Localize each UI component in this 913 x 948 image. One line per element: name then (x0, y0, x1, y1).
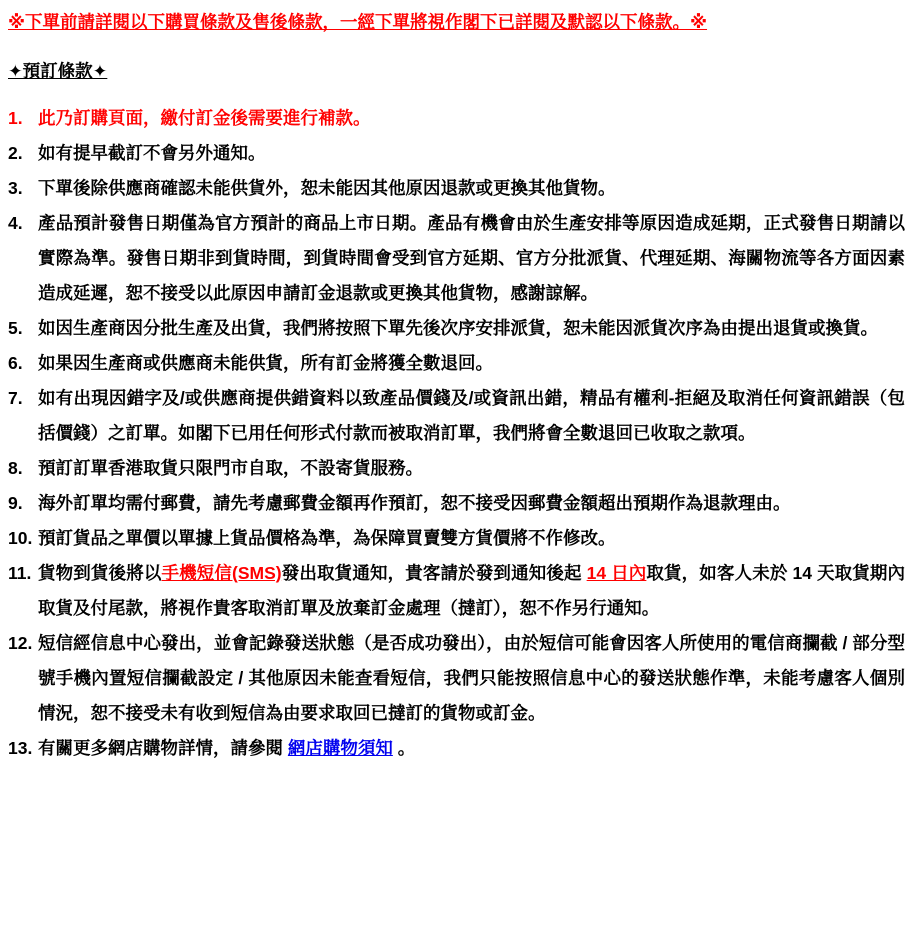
term-text-segment: 發出取貨通知，貴客請於發到通知後起 (281, 563, 587, 583)
term-item-13 (8, 731, 905, 766)
term-number: 10. (8, 528, 33, 548)
term-text: 如有出現因錯字及/或供應商提供錯資料以致產品價錢及/或資訊出錯，精品有權利-拒絕及取消任何資訊錯誤（包括價錢）之訂單。如閣下已用任何形式付款而被取消訂單，我們將會全數退回已收取之款項。 (38, 388, 905, 443)
term-number: 2. (8, 143, 23, 163)
term-number: 9. (8, 493, 23, 513)
term-text: 如果因生產商或供應商未能供貨，所有訂金將獲全數退回。 (38, 353, 493, 373)
term-text: 如因生產商因分批生產及出貨，我們將按照下單先後次序安排派貨，恕未能因派貨次序為由提出退貨或換貨。 (38, 318, 878, 338)
term-number: 12. (8, 633, 33, 653)
term-item-4 (8, 206, 905, 311)
term-item-2 (8, 136, 905, 171)
term-item-8 (8, 451, 905, 486)
term-text-segment: 貨物到貨後將以 (38, 563, 162, 583)
pre-order-warning-notice: ※下單前請詳閱以下購買條款及售後條款，一經下單將視作閣下已詳閱及默認以下條款。※ (8, 12, 708, 32)
term-number: 4. (8, 213, 23, 233)
term-text: 此乃訂購頁面，繳付訂金後需要進行補款。 (38, 108, 371, 128)
term-text: 產品預計發售日期僅為官方預計的商品上市日期。產品有機會由於生產安排等原因造成延期，正式發售日期請以實際為準。發售日期非到貨時間，到貨時間會受到官方延期、官方分批派貨、代理延期、海關物流等各方面因素造成延遲，恕不接受以此原因申請訂金退款或更換其他貨物，感謝諒解。 (38, 213, 905, 303)
term-text-segment: 。 (392, 738, 416, 758)
term-item-7 (8, 381, 905, 451)
term-item-1 (8, 101, 905, 136)
term-number: 11. (8, 563, 32, 583)
shop-guide-link[interactable]: 網店購物須知 (287, 738, 393, 758)
term-item-11 (8, 556, 905, 626)
term-item-10 (8, 521, 905, 556)
term-number: 5. (8, 318, 23, 338)
term-text: 如有提早截訂不會另外通知。 (38, 143, 266, 163)
term-text-segment: 取貨，如客人未於 14 天取貨期內取貨及付尾款，將視作貴客取消訂單及放棄訂金處理（撻訂），恕不作另行通知。 (38, 563, 906, 618)
term-number: 7. (8, 388, 23, 408)
term-text: 預訂訂單香港取貨只限門市自取，不設寄貨服務。 (38, 458, 423, 478)
term-text: 預訂貨品之單價以單據上貨品價格為準，為保障買賣雙方貨價將不作修改。 (38, 528, 616, 548)
term-text: 海外訂單均需付郵費，請先考慮郵費金額再作預訂，恕不接受因郵費金額超出預期作為退款理由。 (38, 493, 791, 513)
term-text (38, 731, 905, 766)
term-number: 13. (8, 738, 33, 758)
term-number: 8. (8, 458, 23, 478)
term-item-5 (8, 311, 905, 346)
section-title-pre-order-terms: ✦預訂條款✦ (8, 61, 108, 81)
term-item-9 (8, 486, 905, 521)
term-item-3 (8, 171, 905, 206)
term-text: 短信經信息中心發出，並會記錄發送狀態（是否成功發出），由於短信可能會因客人所使用的電信商攔截 / 部分型號手機內置短信攔截設定 / 其他原因未能查看短信，我們只能按照信息中心的發送狀態作準，未能考慮客人個別情況，恕不接受未有收到短信為由要求取回已撻訂的貨物或訂金。 (38, 633, 905, 723)
terms-list (8, 101, 905, 766)
term-number: 1. (8, 108, 23, 128)
term-item-12 (8, 626, 905, 731)
term-number: 6. (8, 353, 23, 373)
term-item-6 (8, 346, 905, 381)
deadline-highlight: 14 日內 (586, 563, 647, 583)
term-text: 下單後除供應商確認未能供貨外，恕未能因其他原因退款或更換其他貨物。 (38, 178, 616, 198)
sms-highlight: 手機短信(SMS) (161, 563, 282, 583)
term-text-segment: 有關更多網店購物詳情，請參閱 (38, 738, 288, 758)
term-number: 3. (8, 178, 23, 198)
term-text (38, 556, 905, 626)
